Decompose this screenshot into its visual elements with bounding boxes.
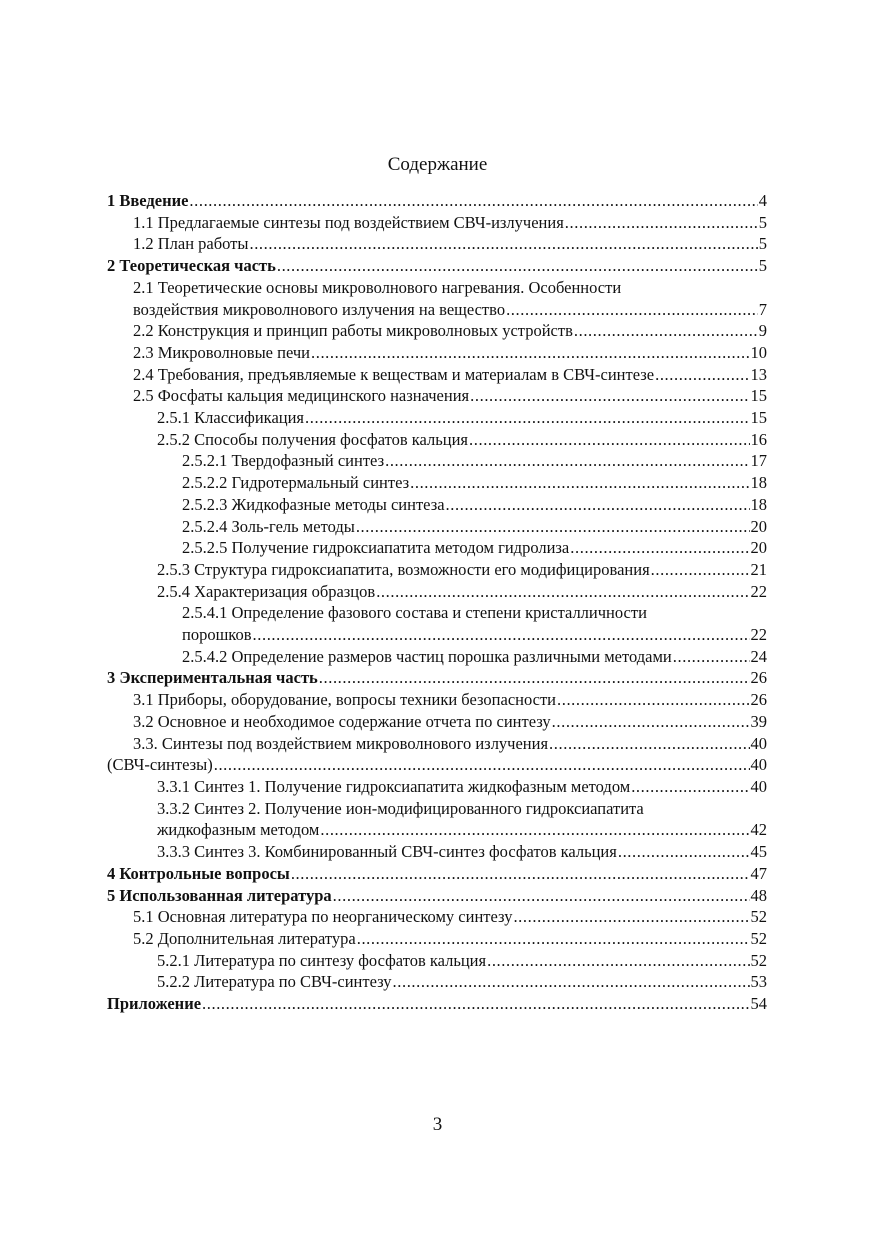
toc-entry[interactable] [107,190,767,212]
toc-leader-dots [249,233,757,255]
toc-entry-page: 21 [750,559,767,579]
toc-leader-dots [470,385,749,407]
toc-leader-dots [356,516,750,538]
toc-leader-dots [565,212,758,234]
toc-entry-title: 2.5.4.2 Определение размеров частиц порошка различными методами [182,646,672,666]
toc-entry[interactable] [107,429,767,451]
toc-entry-page: 45 [750,842,767,862]
toc-leader-dots [673,646,750,668]
toc-entry-page: 42 [750,820,767,840]
toc-entry-title: 2.5.2 Способы получения фосфатов кальция [157,429,469,449]
toc-entry-page: 26 [750,690,767,710]
toc-leader-dots [357,928,750,950]
toc-entry-page: 13 [750,364,767,384]
toc-leader-dots [311,342,750,364]
toc-entry-page: 47 [750,863,767,883]
toc-entry-title: 1.2 План работы [133,234,249,254]
toc-entry[interactable] [107,494,767,516]
toc-title: Содержание [387,154,488,175]
toc-leader-dots [393,971,750,993]
toc-leader-dots [552,711,750,733]
toc-entry[interactable] [107,233,767,255]
toc-entry[interactable] [107,581,767,603]
toc-entry-page: 40 [750,755,767,775]
toc-entry-last-line [182,624,767,646]
toc-entry-page: 39 [750,711,767,731]
toc-entry-title: 3.3. Синтезы под воздействием микроволнового излучения [133,733,549,753]
toc-entry-title: 5.2 Дополнительная литература [133,928,356,948]
toc-entry-page: 22 [750,581,767,601]
toc-entry-title-line: 2.5.4.1 Определение фазового состава и степени кристалличности [182,603,647,623]
toc-entry[interactable] [107,342,767,364]
toc-entry[interactable] [107,971,767,993]
toc-entry-title: (СВЧ-синтезы) [107,755,213,775]
toc-leader-dots [376,581,749,603]
toc-leader-dots [319,667,750,689]
toc-entry-title: 5.2.2 Литература по СВЧ-синтезу [157,972,392,992]
toc-entry[interactable] [107,906,767,928]
toc-entry-page: 20 [750,516,767,536]
toc-entry-page: 22 [750,625,767,645]
toc-entry-title: 2.3 Микроволновые печи [133,342,310,362]
toc-entry[interactable] [107,450,767,472]
toc-entry[interactable] [107,255,767,277]
toc-leader-dots [574,320,758,342]
toc-leader-dots [651,559,750,581]
toc-entry-title: 4 Контрольные вопросы [107,863,290,883]
toc-entry[interactable] [107,711,767,733]
toc-entry-page: 5 [758,212,767,232]
toc-leader-dots [333,885,750,907]
toc-entry-title: 2.5.3 Структура гидроксиапатита, возможности его модифицирования [157,559,650,579]
toc-entry[interactable] [107,754,767,776]
toc-entry-title: 5.2.1 Литература по синтезу фосфатов кальция [157,950,487,970]
toc-entry-page: 16 [750,429,767,449]
toc-entry[interactable] [107,841,767,863]
toc-entry[interactable] [107,277,767,320]
toc-entry-page: 5 [758,234,767,254]
toc-entry-page: 52 [750,950,767,970]
toc-entry-title: 2.5.4 Характеризация образцов [157,581,376,601]
toc-entry[interactable] [107,320,767,342]
toc-leader-dots [253,624,750,646]
toc-entry-page: 54 [750,994,767,1014]
toc-leader-dots [557,689,750,711]
page-number: 3 [432,1114,443,1135]
toc-entry-page: 18 [750,473,767,493]
toc-leader-dots [469,429,749,451]
toc-entry-page: 26 [750,668,767,688]
toc-entry-title: 3 Экспериментальная часть [107,668,318,688]
toc-leader-dots [549,733,749,755]
toc-leader-dots [655,364,749,386]
toc-entry[interactable] [107,733,767,755]
toc-entry[interactable] [107,212,767,234]
toc-entry-last-line [133,299,767,321]
toc-leader-dots [291,863,750,885]
toc-entry-title: 2.4 Требования, предъявляемые к веществам и материалам в СВЧ-синтезе [133,364,655,384]
toc-leader-dots [214,754,750,776]
toc-entry-title: 1 Введение [107,191,189,210]
toc-entry[interactable] [107,407,767,429]
toc-entry-page: 18 [750,494,767,514]
toc-entry-page: 40 [750,776,767,796]
toc-entry-title: 2.5.2.3 Жидкофазные методы синтеза [182,494,445,514]
toc-leader-dots [410,472,749,494]
toc-leader-dots [631,776,749,798]
toc-entry[interactable] [107,863,767,885]
toc-entry-title: 2.5.2.5 Получение гидроксиапатита методом гидролиза [182,538,570,558]
toc-entry-title: 5 Использованная литература [107,885,332,905]
toc-entry-title: 3.3.1 Синтез 1. Получение гидроксиапатита жидкофазным методом [157,776,631,796]
toc-leader-dots [277,255,758,277]
toc-entry[interactable] [107,950,767,972]
toc-entry[interactable] [107,602,767,645]
toc-entry-page: 40 [750,733,767,753]
toc-entry-title: 2 Теоретическая часть [107,256,276,276]
toc-entry[interactable] [107,798,767,841]
toc-entry-title: воздействия микроволнового излучения на вещество [133,299,506,319]
toc-leader-dots [320,819,749,841]
toc-entry-page: 52 [750,907,767,927]
toc-leader-dots [202,993,749,1015]
toc-entry[interactable] [107,689,767,711]
toc-leader-dots [570,537,749,559]
toc-entry[interactable] [107,364,767,386]
toc-entry[interactable] [107,885,767,907]
toc-entry-page: 10 [750,342,767,362]
toc-entry-title: 3.2 Основное и необходимое содержание отчета по синтезу [133,711,551,731]
toc-entry-page: 5 [758,256,767,276]
toc-entry-page: 15 [750,408,767,428]
toc-entry-page: 52 [750,928,767,948]
toc-entry-title: 2.5 Фосфаты кальция медицинского назначения [133,386,470,406]
toc-entry-page: 20 [750,538,767,558]
toc-leader-dots [506,299,758,321]
toc-entry[interactable] [107,516,767,538]
toc-entry-title: 2.5.2.4 Золь-гель методы [182,516,355,536]
toc-leader-dots [189,190,757,212]
toc-entry-page: 9 [758,321,767,341]
toc-entry-page: 15 [750,386,767,406]
toc-entry[interactable] [107,537,767,559]
toc-entry[interactable] [107,776,767,798]
toc-entry-title: 2.5.2.2 Гидротермальный синтез [182,473,410,493]
toc-entry-title: 1.1 Предлагаемые синтезы под воздействием СВЧ-излучения [133,212,564,232]
toc-entry[interactable] [107,559,767,581]
toc-entry[interactable] [107,928,767,950]
toc-entry-title: 2.5.2.1 Твердофазный синтез [182,451,385,471]
toc-entry-title-line: 2.1 Теоретические основы микроволнового нагревания. Особенности [133,277,622,297]
toc-leader-dots [513,906,749,928]
toc-entry-title: Приложение [107,994,202,1014]
toc-entry-title: 3.3.3 Синтез 3. Комбинированный СВЧ-синтез фосфатов кальция [157,842,617,862]
toc-entry-page: 53 [750,972,767,992]
toc-entry-page: 48 [750,885,767,905]
toc-entry-page: 17 [750,451,767,471]
toc-entry-title: 2.5.1 Классификация [157,408,305,428]
toc-entry-title: порошков [182,625,252,645]
toc-entry-title: 5.1 Основная литература по неорганическому синтезу [133,907,513,927]
toc-leader-dots [487,950,749,972]
toc-entry[interactable] [107,385,767,407]
toc-entry-title: 2.2 Конструкция и принцип работы микроволновых устройств [133,321,573,341]
toc-entry-title: жидкофазным методом [157,820,320,840]
toc-leader-dots [305,407,749,429]
toc-entry-title: 3.1 Приборы, оборудование, вопросы техники безопасности [133,690,556,710]
toc-leader-dots [385,450,749,472]
toc-entry-last-line [157,819,767,841]
toc-entry[interactable] [107,993,767,1015]
toc-entry-page: 4 [758,191,767,210]
toc-entry[interactable] [107,646,767,668]
toc-entry-page: 7 [758,299,767,319]
toc-leader-dots [618,841,750,863]
toc-entry-title-line: 3.3.2 Синтез 2. Получение ион-модифицированного гидроксиапатита [157,798,644,818]
toc-entry-page: 24 [750,646,767,666]
table-of-contents [107,190,767,1015]
toc-leader-dots [446,494,750,516]
toc-entry[interactable] [107,667,767,689]
toc-entry[interactable] [107,472,767,494]
